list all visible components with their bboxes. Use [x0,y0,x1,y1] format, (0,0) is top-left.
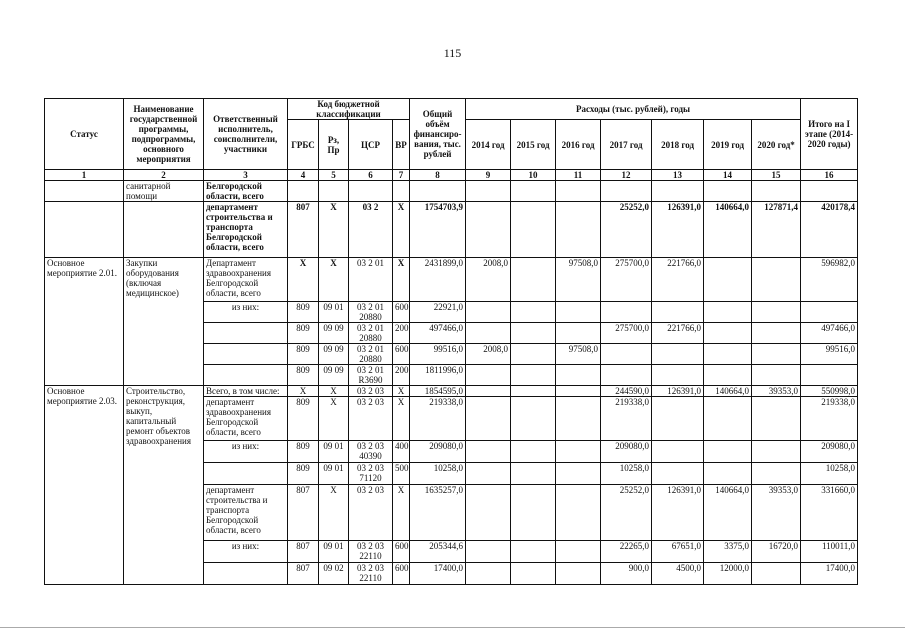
row-result: 331660,0 [801,485,858,541]
row-result: 110011,0 [801,541,858,563]
row-total: 1754703,9 [410,202,466,258]
column-number: 10 [511,170,556,181]
row-executor: из них: [204,441,288,463]
header-2015: 2015 год [511,120,556,170]
row-csr: 03 2 01 20880 [349,344,393,365]
row-csr: 03 2 01 20880 [349,302,393,323]
row-rzpr: 09 01 [319,541,349,563]
page-edge-line [0,627,905,628]
column-number: 5 [319,170,349,181]
row-executor: из них: [204,302,288,323]
row-2016: 97508,0 [556,344,601,365]
row-executor: Всего, в том числе: [204,386,288,397]
header-vr: ВР [393,120,410,170]
column-number: 7 [393,170,410,181]
row-2019: 12000,0 [704,563,752,585]
row-grbs: 809 [288,463,319,485]
row-result: 17400,0 [801,563,858,585]
header-2018: 2018 год [652,120,704,170]
row-vr: 600 [393,563,410,585]
header-result: Итого на I этапе (2014-2020 годы) [801,99,858,170]
row-vr: 500 [393,463,410,485]
row-status: Основное мероприятие 2.03. [45,386,124,585]
row-2017: 219338,0 [601,397,652,441]
row-2017: 25252,0 [601,202,652,258]
row-rzpr: Х [319,485,349,541]
row-total: 219338,0 [410,397,466,441]
row-total: 497466,0 [410,323,466,344]
row-grbs: 809 [288,365,319,386]
row-vr: 400 [393,441,410,463]
row-vr: Х [393,258,410,302]
row-total: 22921,0 [410,302,466,323]
row-csr: 03 2 03 22110 [349,541,393,563]
column-number: 3 [204,170,288,181]
row-total: 10258,0 [410,463,466,485]
row-rzpr: 09 09 [319,323,349,344]
row-executor: из них: [204,541,288,563]
row-csr: 03 2 03 [349,397,393,441]
column-number: 4 [288,170,319,181]
row-grbs: 809 [288,323,319,344]
row-2020: 127871,4 [752,202,801,258]
row-executor: Департамент здравоохранения Белгородской области, всего [204,258,288,302]
row-grbs: 807 [288,541,319,563]
row-2016: 97508,0 [556,258,601,302]
row-2018: 126391,0 [652,485,704,541]
column-number: 8 [410,170,466,181]
row-result: 497466,0 [801,323,858,344]
row-result: 550998,0 [801,386,858,397]
header-csr: ЦСР [349,120,393,170]
row-2018: 221766,0 [652,258,704,302]
row-rzpr: 09 02 [319,563,349,585]
table-row [45,386,858,397]
row-2017: 22265,0 [601,541,652,563]
row-2019: 140664,0 [704,386,752,397]
row-grbs: 807 [288,563,319,585]
row-executor: департамент строительства и транспорта Белгородской области, всего [204,202,288,258]
row-result: 420178,4 [801,202,858,258]
row-vr: 600 [393,344,410,365]
row-name: Строительство, реконструкция, выкуп, капитальный ремонт объектов здравоохранения [124,386,204,585]
column-number: 1 [45,170,124,181]
row-grbs: 809 [288,302,319,323]
row-2018: 221766,0 [652,323,704,344]
row-grbs: 807 [288,202,319,258]
row-rzpr: Х [319,397,349,441]
row-grbs: 807 [288,485,319,541]
row-vr: Х [393,485,410,541]
row-result: 99516,0 [801,344,858,365]
budget-table [44,98,858,585]
column-number: 12 [601,170,652,181]
row-vr: 200 [393,323,410,344]
column-number-row [45,170,858,181]
row-rzpr: Х [319,258,349,302]
row-vr: 600 [393,541,410,563]
row-csr: 03 2 01 R3690 [349,365,393,386]
row-csr: 03 2 01 20880 [349,323,393,344]
header-total: Общий объём финансиро-вания, тыс. рублей [410,99,466,170]
row-total: 1811996,0 [410,365,466,386]
row-status: Основное мероприятие 2.01. [45,258,124,386]
row-2020: 16720,0 [752,541,801,563]
header-2016: 2016 год [556,120,601,170]
column-number: 2 [124,170,204,181]
row-result: 209080,0 [801,441,858,463]
column-number: 14 [704,170,752,181]
row-2017: 900,0 [601,563,652,585]
row-rzpr: Х [319,202,349,258]
row-2017: 244590,0 [601,386,652,397]
row-name: санитарной помощи [124,181,204,202]
row-total: 17400,0 [410,563,466,585]
row-total: 2431899,0 [410,258,466,302]
header-2017: 2017 год [601,120,652,170]
row-rzpr: 09 01 [319,441,349,463]
header-grbs: ГРБС [288,120,319,170]
row-total: 99516,0 [410,344,466,365]
row-grbs: 809 [288,441,319,463]
row-executor: Белгородской области, всего [204,181,288,202]
row-vr: 200 [393,365,410,386]
row-2014: 2008,0 [466,344,511,365]
row-csr: 03 2 [349,202,393,258]
header-2014: 2014 год [466,120,511,170]
row-2019: 140664,0 [704,202,752,258]
row-2017: 275700,0 [601,258,652,302]
row-2020: 39353,0 [752,485,801,541]
row-csr: 03 2 03 71120 [349,463,393,485]
table-row [45,202,858,258]
row-csr: 03 2 03 [349,386,393,397]
row-total: 205344,6 [410,541,466,563]
row-csr: 03 2 03 40390 [349,441,393,463]
row-total: 1854595,0 [410,386,466,397]
header-status: Статус [45,99,124,170]
row-vr: Х [393,397,410,441]
header-budget-code: Код бюджетной классификации [288,99,410,120]
row-grbs: Х [288,258,319,302]
row-2019: 140664,0 [704,485,752,541]
row-2017: 209080,0 [601,441,652,463]
row-executor: департамент здравоохранения Белгородской области, всего [204,397,288,441]
row-2017: 275700,0 [601,323,652,344]
page-number: 115 [443,46,462,60]
row-2020: 39353,0 [752,386,801,397]
row-rzpr: Х [319,386,349,397]
row-name: Закупки оборудования (включая медицинское) [124,258,204,386]
row-rzpr: 09 01 [319,463,349,485]
header-expenses: Расходы (тыс. рублей), годы [466,99,801,120]
row-total: 1635257,0 [410,485,466,541]
row-result: 10258,0 [801,463,858,485]
row-rzpr: 09 09 [319,344,349,365]
row-grbs: Х [288,386,319,397]
row-vr: Х [393,386,410,397]
row-rzpr: 09 01 [319,302,349,323]
row-result: 596982,0 [801,258,858,302]
row-2018: 126391,0 [652,386,704,397]
table-row [45,258,858,302]
column-number: 13 [652,170,704,181]
row-vr: 600 [393,302,410,323]
row-2018: 126391,0 [652,202,704,258]
row-rzpr: 09 09 [319,365,349,386]
row-grbs: 809 [288,344,319,365]
row-vr: Х [393,202,410,258]
row-2019: 3375,0 [704,541,752,563]
column-number: 11 [556,170,601,181]
row-2014: 2008,0 [466,258,511,302]
column-number: 15 [752,170,801,181]
row-grbs: 809 [288,397,319,441]
row-result: 219338,0 [801,397,858,441]
row-2017: 10258,0 [601,463,652,485]
header-2019: 2019 год [704,120,752,170]
header-name: Наименование государственной программы, подпрограммы, основного мероприятия [124,99,204,170]
row-csr: 03 2 01 [349,258,393,302]
column-number: 16 [801,170,858,181]
row-executor: департамент строительства и транспорта Белгородской области, всего [204,485,288,541]
column-number: 9 [466,170,511,181]
row-2018: 4500,0 [652,563,704,585]
row-csr: 03 2 03 22110 [349,563,393,585]
row-2018: 67651,0 [652,541,704,563]
row-2017: 25252,0 [601,485,652,541]
row-csr: 03 2 03 [349,485,393,541]
header-executor: Ответственный исполнитель, соисполнители, участники [204,99,288,170]
table-row [45,181,858,202]
header-rzpr: Рз, Пр [319,120,349,170]
column-number: 6 [349,170,393,181]
header-2020: 2020 год* [752,120,801,170]
row-total: 209080,0 [410,441,466,463]
